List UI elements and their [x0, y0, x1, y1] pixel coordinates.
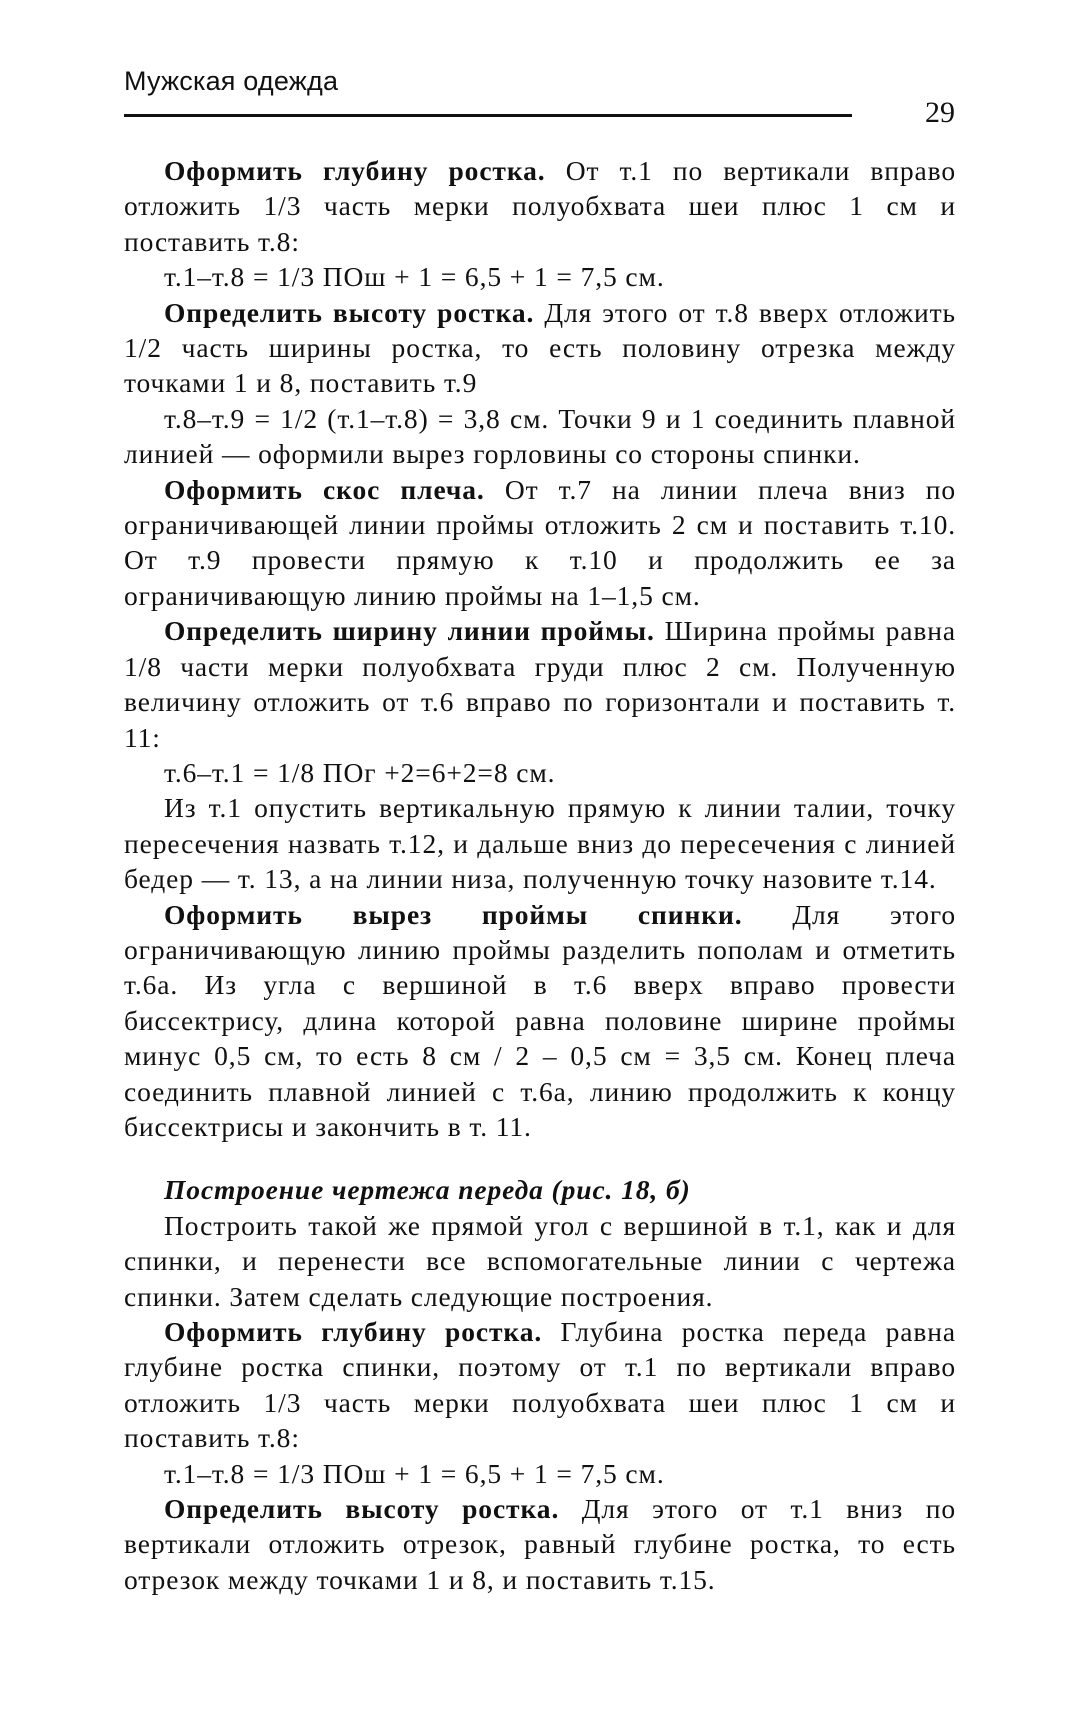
paragraph-lead: Оформить глубину ростка.	[164, 155, 546, 186]
paragraph-text: Для этого от т.1 вниз по вертикали отложить отрезок, равный глубине ростка, то есть отрезок между точками 1 и 8, и поставить т.15.	[124, 1493, 957, 1595]
formula-line: т.1–т.8 = 1/3 ПОш + 1 = 6,5 + 1 = 7,5 см.	[164, 261, 665, 293]
paragraph: т.8–т.9 = 1/2 (т.1–т.8) = 3,8 см. Точки 9 и 1 соединить плавной линией — оформили вырез горловины со стороны спинки.	[124, 402, 956, 470]
paragraph-text: От т.7 на линии плеча вниз по ограничивающей линии проймы отложить 2 см и поставить т.10. От т.9 провести прямую к т.10 и продолжить ее за ограничивающую линию проймы на 1–1,5 см.	[124, 473, 956, 611]
paragraph-text: Глубина ростка переда равна глубине ростка спинки, поэтому от т.1 по вертикали вправо отложить 1/3 часть мерки полуобхвата шеи плюс 1 см и поставить т.8:	[124, 1316, 956, 1454]
paragraph	[124, 613, 956, 755]
paragraph-text: Ширина проймы равна 1/8 части мерки полуобхвата груди плюс 2 см. Полученную величину отложить от т.6 вправо по горизонтали и поставить т. 11:	[124, 615, 956, 753]
paragraph-lead: Оформить глубину ростка.	[164, 1316, 543, 1347]
paragraph	[124, 897, 956, 1145]
paragraph-lead: Определить ширину линии проймы.	[164, 615, 655, 647]
header-rule	[124, 114, 852, 117]
paragraph	[124, 1491, 956, 1597]
paragraph-text: От т.1 по вертикали вправо отложить 1/3 часть мерки полуобхвата шеи плюс 1 см и поставить т.8:	[124, 155, 957, 257]
paragraph: Построить такой же прямой угол с вершиной в т.1, как и для спинки, и перенести все вспомогательные линии с чертежа спинки. Затем сделать следующие построения.	[124, 1209, 956, 1312]
paragraph-text: Для этого от т.8 вверх отложить 1/2 часть ширины ростка, то есть половину отрезка между точками 1 и 8, поставить т.9	[124, 296, 957, 399]
paragraph-lead: Оформить вырез проймы спинки.	[164, 898, 743, 930]
paragraph-lead: Оформить скос плеча.	[164, 473, 485, 505]
paragraph	[124, 295, 956, 401]
formula-line: т.1–т.8 = 1/3 ПОш + 1 = 6,5 + 1 = 7,5 см.	[164, 1457, 665, 1489]
paragraph	[124, 153, 956, 259]
formula-line: т.6–т.1 = 1/8 ПОг +2=6+2=8 см.	[164, 756, 556, 788]
paragraph	[124, 1314, 956, 1456]
paragraph-text: Для этого ограничивающую линию проймы разделить пополам и отметить т.6а. Из угла с вершиной в т.6 вверх вправо провести биссектрису, длина которой равна половине ширине проймы минус 0,5 см, то есть 8 см / 2 – 0,5 см = 3,5 см. Конец плеча соединить плавной линией с т.6а, линию продолжить к концу биссектрисы и закончить в т. 11.	[124, 898, 956, 1142]
paragraph-lead: Определить высоту ростка.	[164, 296, 535, 328]
paragraph	[124, 472, 956, 614]
running-title: Мужская одежда	[124, 66, 339, 96]
page-number: 29	[925, 96, 955, 129]
body-text	[124, 153, 956, 1597]
paragraph-lead: Определить высоту ростка.	[164, 1493, 560, 1525]
paragraph: Из т.1 опустить вертикальную прямую к линии талии, точку пересечения назвать т.12, и дальше вниз до пересечения с линией бедер — т. 13, а на линии низа, полученную точку назовите т.14.	[124, 792, 956, 895]
section-heading: Построение чертежа переда (рис. 18, б)	[164, 1174, 691, 1206]
